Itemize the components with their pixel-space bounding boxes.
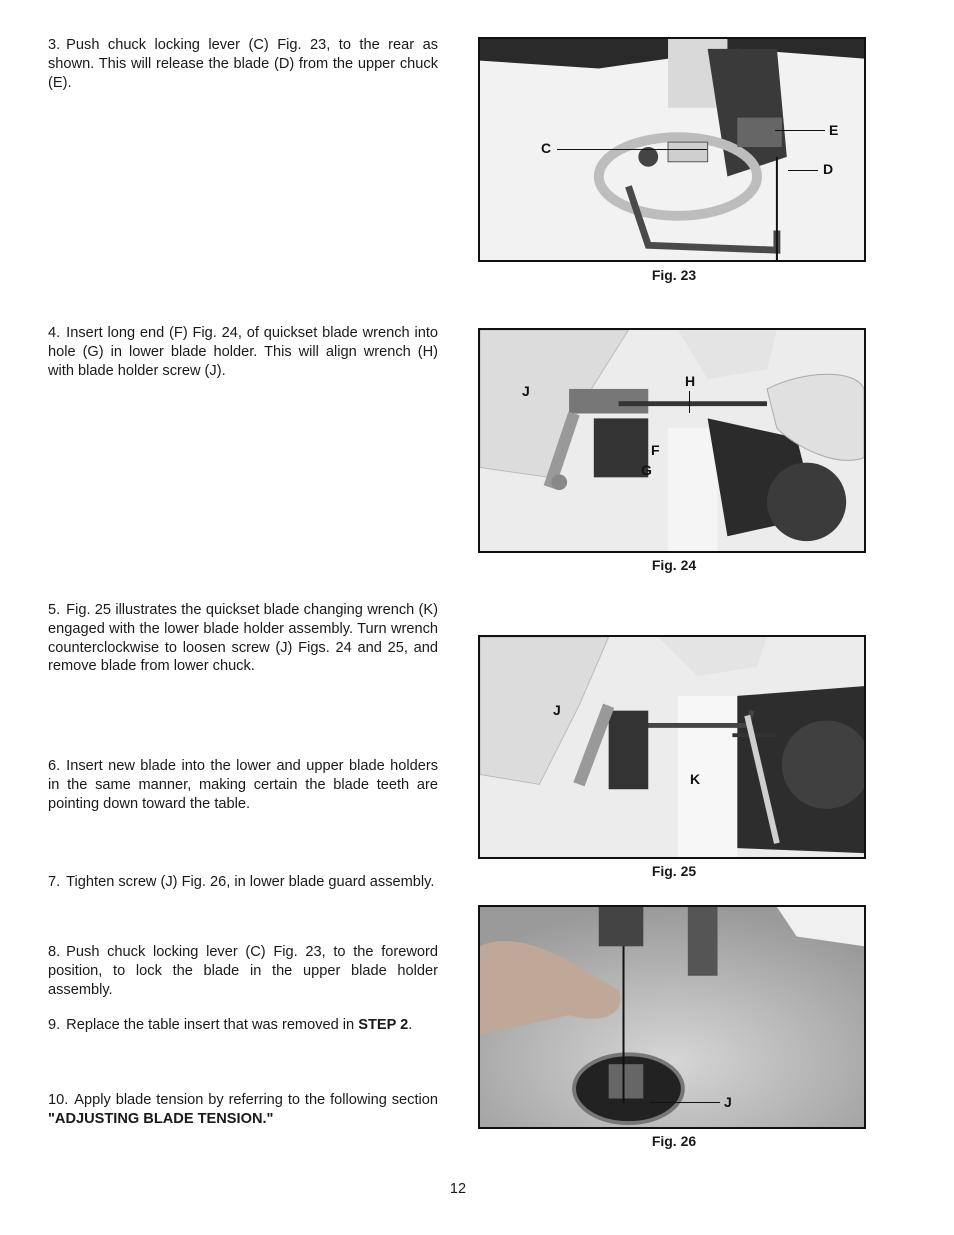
- step-3: 3. Push chuck locking lever (C) Fig. 23, to the rear as shown. This will release the blade (D) from the upper chuck (E).: [48, 37, 438, 91]
- step-5: 5. Fig. 25 illustrates the quickset blade changing wrench (K) engaged with the lower blade holder assembly. Turn wrench counterclockwise to loosen screw (J) Figs. 24 and 25, and remove blade from lower chuck.: [48, 602, 438, 675]
- fig24-callout-h: H: [685, 373, 696, 389]
- fig25-callout-k: K: [690, 771, 701, 787]
- step-4: 4. Insert long end (F) Fig. 24, of quickset blade wrench into hole (G) in lower blade holder. This will align wrench (H) with blade holder screw (J).: [48, 325, 438, 379]
- fig24-illustration: [480, 330, 864, 551]
- fig23-caption: Fig. 23: [651, 267, 697, 283]
- fig23-callout-d: D: [823, 161, 834, 177]
- fig26-leader-j: [650, 1102, 720, 1103]
- step-10: 10. Apply blade tension by referring to the following section "ADJUSTING BLADE TENSION.": [48, 1092, 438, 1127]
- figure-25-photo: [478, 635, 866, 859]
- figure-24-photo: [478, 328, 866, 553]
- step-6: 6. Insert new blade into the lower and upper blade holders in the same manner, making certain the blade teeth are pointing down toward the table.: [48, 758, 438, 812]
- fig25-illustration: [480, 637, 864, 857]
- fig25-caption: Fig. 25: [651, 863, 697, 879]
- page-number: 12: [449, 1181, 467, 1197]
- fig26-callout-j: J: [724, 1094, 732, 1110]
- fig24-callout-g: G: [641, 462, 652, 478]
- step-8: 8. Push chuck locking lever (C) Fig. 23, to the foreword position, to lock the blade in the upper blade holder assembly.: [48, 944, 438, 998]
- step-9: 9. Replace the table insert that was removed in STEP 2.: [48, 1017, 413, 1033]
- fig23-leader-c: [557, 149, 707, 150]
- figure-26-photo: [478, 905, 866, 1129]
- fig23-leader-d: [788, 170, 818, 171]
- fig24-callout-j: J: [522, 383, 530, 399]
- fig26-illustration: [480, 907, 864, 1127]
- fig24-leader-h: [689, 391, 690, 413]
- fig23-leader-e: [775, 130, 825, 131]
- fig26-caption: Fig. 26: [651, 1133, 697, 1149]
- fig23-callout-c: C: [541, 140, 552, 156]
- step-7: 7. Tighten screw (J) Fig. 26, in lower blade guard assembly.: [48, 874, 435, 890]
- fig25-callout-j: J: [553, 702, 561, 718]
- fig24-callout-f: F: [651, 442, 660, 458]
- fig23-callout-e: E: [829, 122, 839, 138]
- fig24-caption: Fig. 24: [651, 557, 697, 573]
